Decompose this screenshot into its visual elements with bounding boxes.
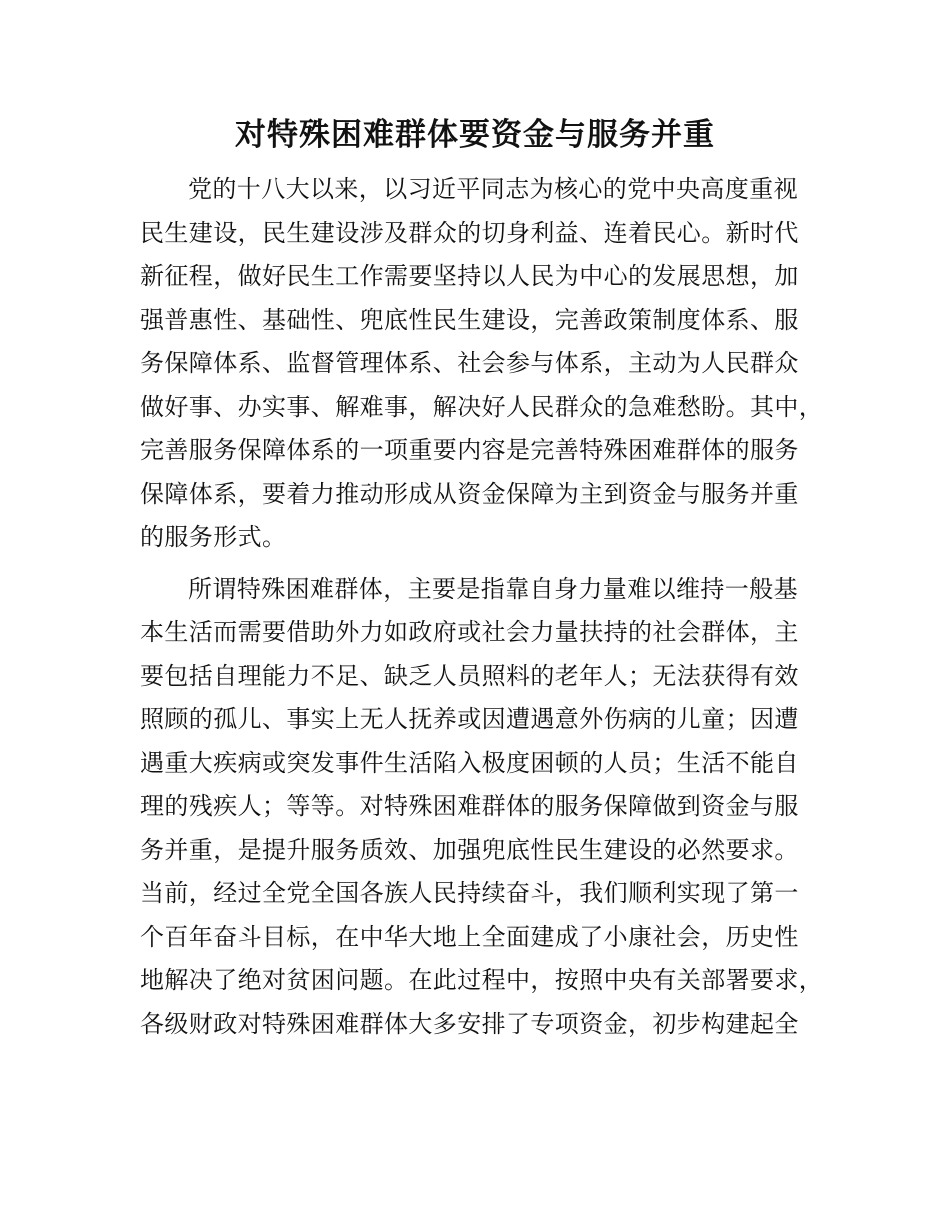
paragraph-line: 个百年奋斗目标，在中华大地上全面建成了小康社会，历史性	[140, 922, 799, 951]
paragraph-line: 保障体系，要着力推动形成从资金保障为主到资金与服务并重	[140, 479, 799, 508]
paragraph-line: 民生建设，民生建设涉及群众的切身利益、连着民心。新时代	[140, 218, 799, 247]
paragraph-line: 地解决了绝对贫困问题。在此过程中，按照中央有关部署要求，	[140, 966, 824, 994]
paragraph-line: 新征程，做好民生工作需要坚持以人民为中心的发展思想，加	[140, 262, 799, 290]
paragraph-line: 要包括自理能力不足、缺乏人员照料的老年人；无法获得有效	[140, 661, 799, 690]
paragraph-gap	[140, 560, 830, 568]
paragraph-line: 做好事、办实事、解难事，解决好人民群众的急难愁盼。其中，	[140, 392, 824, 421]
paragraph-line: 所谓特殊困难群体，主要是指靠自身力量难以维持一般基	[188, 574, 798, 603]
paragraph-line: 务保障体系、监督管理体系、社会参与体系，主动为人民群众	[140, 349, 799, 377]
paragraph-line: 当前，经过全党全国各族人民持续奋斗，我们顺利实现了第一	[140, 879, 799, 907]
paragraph-line: 完善服务保障体系的一项重要内容是完善特殊困难群体的服务	[140, 436, 799, 464]
paragraph-1	[140, 168, 830, 560]
paragraph-line: 的服务形式。	[140, 523, 287, 551]
document-body	[140, 168, 830, 1046]
paragraph-line: 各级财政对特殊困难群体大多安排了专项资金，初步构建起全	[140, 1009, 799, 1038]
paragraph-line: 照顾的孤儿、事实上无人抚养或因遭遇意外伤病的儿童；因遭	[140, 705, 799, 733]
paragraph-2	[140, 568, 830, 1047]
paragraph-line: 党的十八大以来，以习近平同志为核心的党中央高度重视	[188, 175, 798, 203]
paragraph-line: 务并重，是提升服务质效、加强兜底性民生建设的必然要求。	[140, 835, 799, 864]
paragraph-line: 理的残疾人；等等。对特殊困难群体的服务保障做到资金与服	[140, 792, 799, 820]
paragraph-line: 遇重大疾病或突发事件生活陷入极度困顿的人员；生活不能自	[140, 748, 799, 777]
paragraph-line: 强普惠性、基础性、兜底性民生建设，完善政策制度体系、服	[140, 305, 799, 334]
document-title: 对特殊困难群体要资金与服务并重	[235, 117, 715, 153]
paragraph-line: 本生活而需要借助外力如政府或社会力量扶持的社会群体，主	[140, 618, 799, 646]
